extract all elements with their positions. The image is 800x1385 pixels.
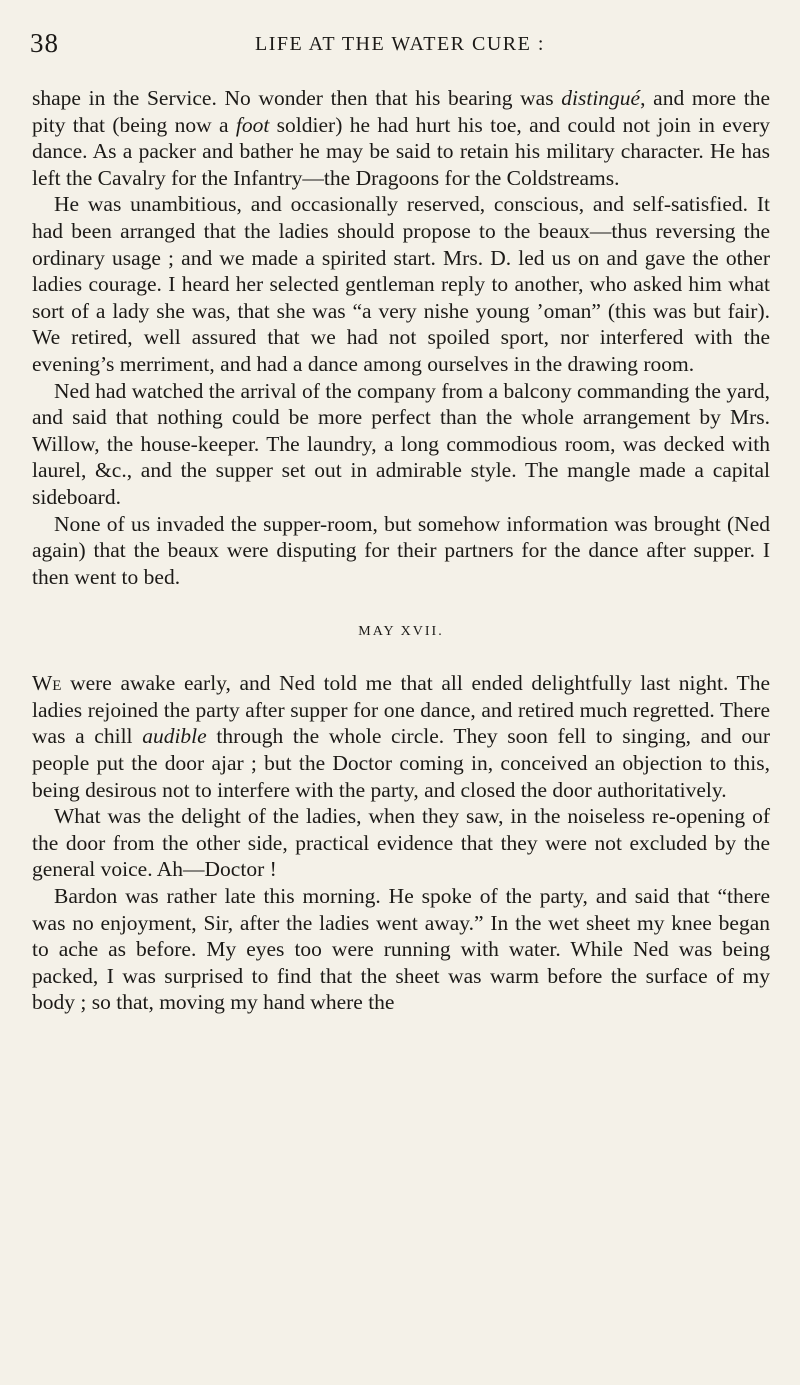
- paragraph: [32, 803, 770, 883]
- text-run: through the whole circle. They soon fell to singing, and our people put the door ajar ; but the Doctor coming in, conceived an objection to this, being desirous not to interfere with the party, and closed the door authoritatively.: [32, 724, 770, 802]
- paragraph: [32, 378, 770, 511]
- paragraph: [32, 191, 770, 377]
- text-run: None of us invaded the supper-room, but somehow information was brought (Ned again) that the beaux were disputing for their partners for the dance after supper. I then went to bed.: [32, 511, 770, 589]
- italic-text: distingué: [561, 86, 641, 110]
- paragraph: [32, 670, 770, 803]
- italic-text: audible: [142, 724, 207, 749]
- paragraph: [32, 883, 770, 1016]
- paragraph: [32, 511, 770, 591]
- text-block-after-heading: [32, 670, 770, 1016]
- text-run: were awake early, and Ned told me that all ended delightfully last night. The ladies rejoined the party after supper for one dance, and retired much regretted. There was a chill: [32, 671, 770, 749]
- text-block-before-heading: [32, 85, 770, 590]
- text-run: What was the delight of the ladies, when they saw, in the noiseless re-opening of the door from the other side, practical evidence that they were not excluded by the general voice. Ah—Doctor !: [32, 804, 770, 882]
- page-header: [30, 28, 770, 64]
- text-run: soldier) he had hurt his toe, and could not join in every dance. As a packer and bather he may be said to retain his military character. He has left the Cavalry for the Infantry—the Dragoons for the Coldstreams.: [32, 112, 770, 190]
- text-run: , and more the pity that (being now a: [32, 86, 770, 137]
- italic-text: foot: [235, 112, 270, 137]
- section-heading: MAY XVII.: [358, 624, 444, 640]
- page-number: 38: [30, 28, 59, 58]
- text-run: He was unambitious, and occasionally reserved, conscious, and self-satisfied. It had been arranged that the ladies should propose to the beaux—thus reversing the ordinary usage ; and we made a spirited start. Mrs. D. led us on and gave the other ladies courage. I heard her selected gentleman reply to another, who asked him what sort of a lady she was, that she was “a very nishe young ’oman” (this was but fair). We retired, well assured that we had not spoiled sport, nor interfered with the evening’s merriment, and had a dance among ourselves in the drawing room.: [32, 192, 770, 376]
- running-title: LIFE AT THE WATER CURE :: [255, 33, 545, 55]
- text-run: Ned had watched the arrival of the company from a balcony commanding the yard, and said that nothing could be more perfect than the whole arrangement by Mrs. Willow, the house-keeper. The laundry, a long commodious room, was decked with laurel, &c., and the supper set out in admirable style. The mangle made a capital sideboard.: [32, 378, 770, 509]
- page-body: [32, 85, 770, 1016]
- text-run: Bardon was rather late this morning. He spoke of the party, and said that “there was no enjoyment, Sir, after the ladies went away.” In the wet sheet my knee began to ache as before. My eyes too were running with water. While Ned was being packed, I was surprised to find that the sheet was warm before the surface of my body ; so that, moving my hand where the: [32, 884, 770, 1015]
- paragraph: [32, 85, 770, 191]
- text-run: We: [32, 671, 62, 696]
- text-run: shape in the Service. No wonder then that his bearing was: [32, 86, 562, 110]
